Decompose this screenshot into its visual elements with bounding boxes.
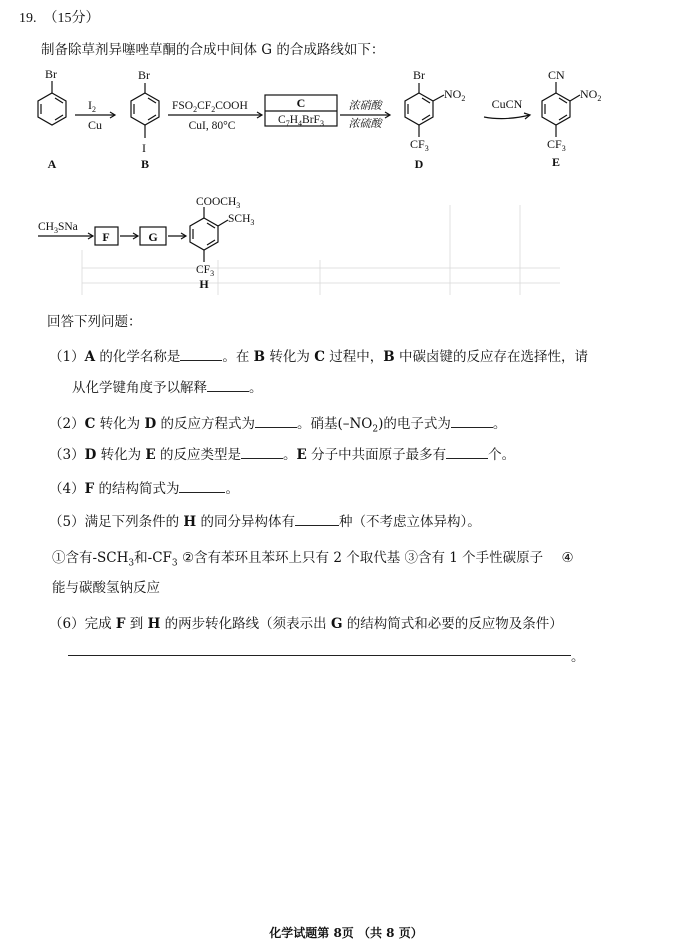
arrow2-reagent: $FSO_2CF_2COOH$ <box>172 100 248 114</box>
d-br: Br <box>413 68 425 82</box>
part-2: （2）C 转化为 D 的反应方程式为 。硝基$(-NO_2)$的电子式为 。 <box>49 416 507 435</box>
part-1-blank-1[interactable] <box>180 348 222 361</box>
compound-d-ring <box>405 83 444 137</box>
row2-reagent: $CH_3SNa$ <box>38 221 78 235</box>
b-i: I <box>142 141 146 155</box>
part-3-blank-2[interactable] <box>446 446 488 459</box>
part-5-condition-4: 能与碳酸氢钠反应 <box>52 580 160 596</box>
synthesis-scheme <box>0 55 692 295</box>
arrow-4 <box>484 115 530 119</box>
part-2-blank-2[interactable] <box>451 415 493 428</box>
c-formula: $C_7H_4BrF_3$ <box>278 114 324 128</box>
arrow3-reagent: 浓硝酸 <box>348 100 382 112</box>
arrow4-reagent: CuCN <box>491 97 523 111</box>
arrow2-conditions: CuI, 80°C <box>188 120 236 132</box>
part-3: （3）D 转化为 E 的反应类型是 。E 分子中共面原子最多有 个。 <box>49 447 516 463</box>
question-number <box>19 7 100 27</box>
part-5-conditions: ①含有$-SCH_3$和$-CF_3$ ②含有苯环且苯环上只有 2 个取代基 ③含有 1 个手性碳原子 ④ <box>52 550 574 569</box>
part-6-answer-line[interactable] <box>68 655 571 656</box>
question-intro: 制备除草剂异噻唑草酮的合成中间体 G 的合成路线如下： <box>41 42 385 58</box>
h-cooch3: $COOCH_3$ <box>196 196 241 210</box>
part-5-blank[interactable] <box>295 513 339 526</box>
part-5: （5）满足下列条件的 H 的同分异构体有 种（不考虑立体异构）。 <box>49 514 481 530</box>
label-g: G <box>148 230 158 244</box>
part-1-blank-2[interactable] <box>207 379 249 392</box>
e-no2: $NO_2$ <box>580 87 602 103</box>
label-e: E <box>551 155 561 169</box>
part-4: （4）F 的结构简式为 。 <box>49 481 239 497</box>
e-cf3: $CF_3$ <box>547 137 566 153</box>
label-h: H <box>199 277 209 291</box>
label-a: A <box>47 157 57 171</box>
part-6-end: 。 <box>571 649 585 665</box>
label-d: D <box>414 157 424 171</box>
label-b: B <box>140 157 150 171</box>
question-score: （15分） <box>43 11 100 26</box>
h-sch3: $SCH_3$ <box>228 213 255 227</box>
answer-prompt: 回答下列问题： <box>47 314 142 330</box>
part-6: （6）完成 F 到 H 的两步转化路线（须表示出 G 的结构简式和必要的反应物及条件） <box>49 616 563 632</box>
a-br-label: Br <box>45 67 57 81</box>
arrow1-catalyst: Cu <box>87 118 103 132</box>
question-number-text: 19. <box>19 11 37 26</box>
part-3-blank-1[interactable] <box>241 446 283 459</box>
arrow3-catalyst: 浓硫酸 <box>348 118 382 130</box>
compound-e-ring <box>542 82 580 137</box>
compound-b-ring <box>131 83 159 138</box>
b-br: Br <box>138 68 150 82</box>
e-cn: CN <box>548 68 565 82</box>
page-footer: 化学试题第 8页 （共 8 页） <box>269 926 423 940</box>
part-1-line-1: （1）A 的化学名称是 。在 B 转化为 C 过程中，B 中碳卤键的反应存在选择性，请 <box>49 349 588 365</box>
label-c: C <box>296 96 306 110</box>
h-cf3: $CF_3$ <box>196 264 215 278</box>
compound-h-ring <box>190 207 228 262</box>
compound-a-ring <box>38 81 66 125</box>
part-4-blank[interactable] <box>179 480 225 493</box>
d-no2: $NO_2$ <box>444 87 466 103</box>
part-2-blank-1[interactable] <box>255 415 297 428</box>
bleed-through <box>82 205 560 295</box>
arrow1-reagent: $I_2$ <box>88 98 96 114</box>
part-1-line-2: 从化学键角度予以解释 。 <box>72 380 263 396</box>
label-f: F <box>102 230 110 244</box>
d-cf3: $CF_3$ <box>410 137 429 153</box>
